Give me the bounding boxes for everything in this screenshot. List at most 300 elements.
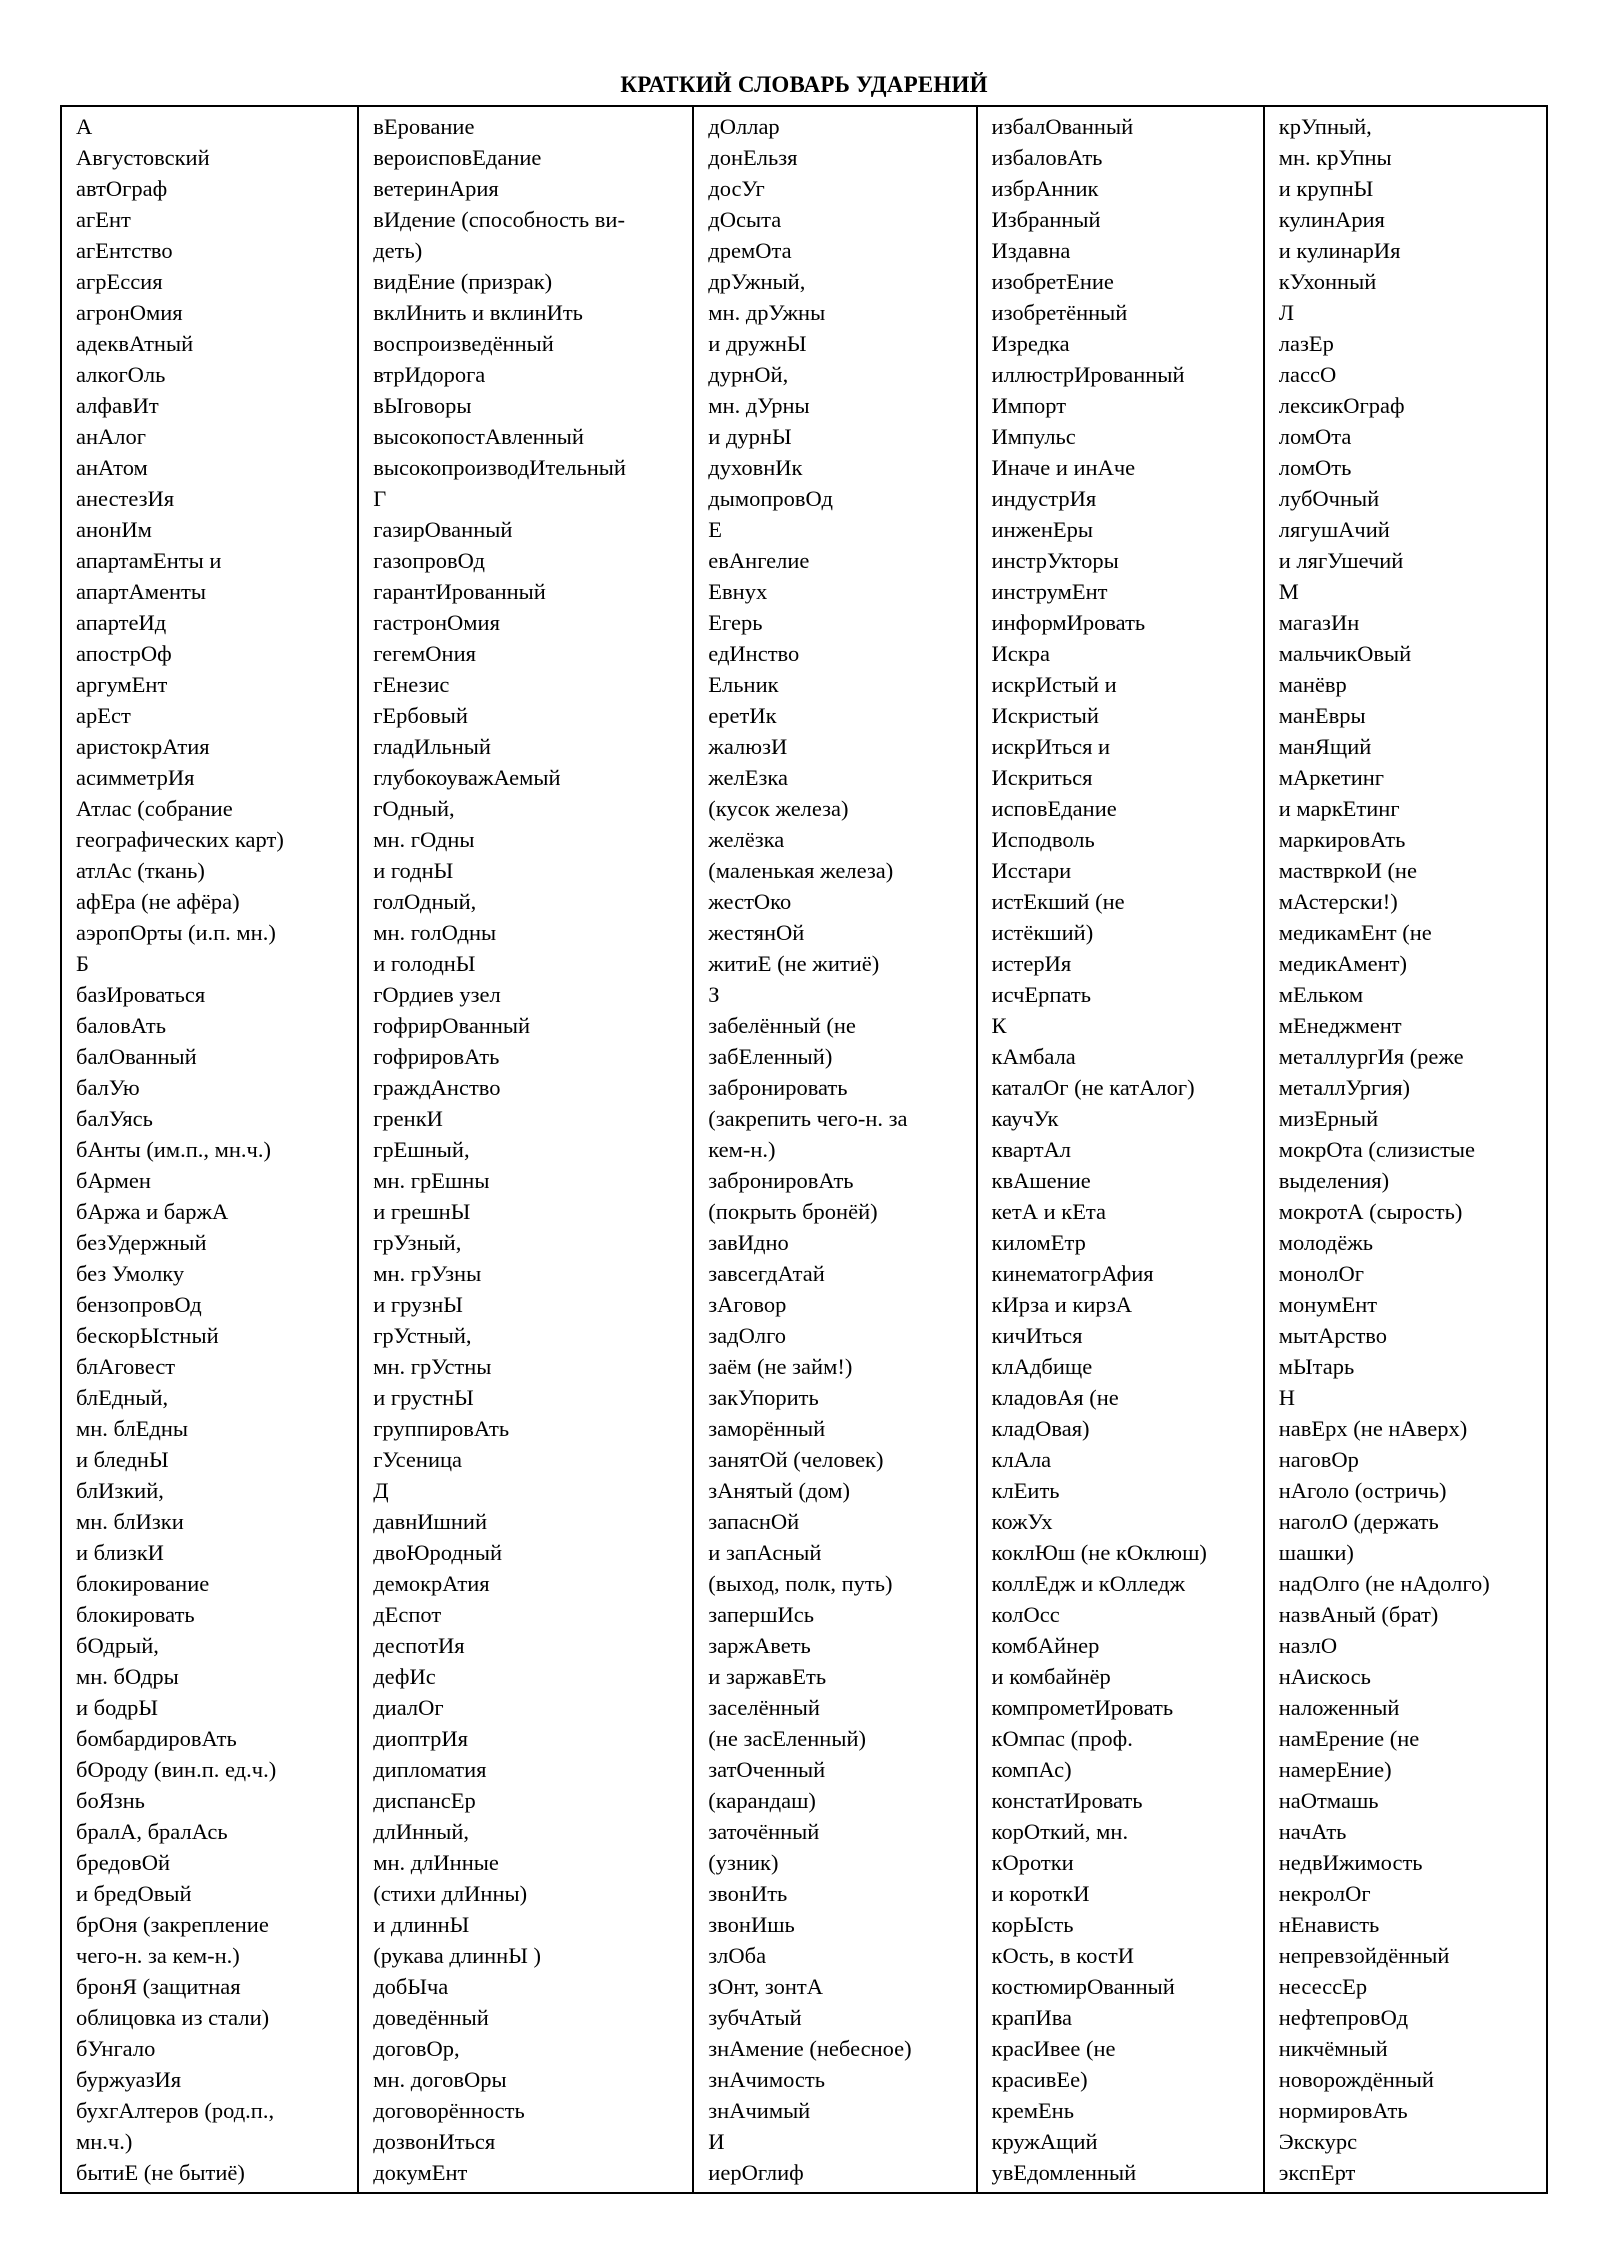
dictionary-entry-line: мЕнеджмент — [1278, 1013, 1402, 1038]
dictionary-entry-line: зОнт, зонтА — [708, 1974, 823, 1999]
dictionary-entry-line: и грешнЫ — [373, 1199, 471, 1224]
dictionary-entry-line: духовнИк — [708, 455, 803, 480]
dictionary-entry-line: маствркоИ (не — [1278, 858, 1417, 883]
dictionary-entry-line: кетА и кЕта — [991, 1199, 1107, 1224]
dictionary-entry-line: магазИн — [1278, 610, 1360, 635]
dictionary-entry-line: индустрИя — [991, 486, 1097, 511]
dictionary-entry-line: анестезИя — [76, 486, 175, 511]
dictionary-entry-line: занятОй (человек) — [708, 1447, 884, 1472]
dictionary-entry-line: костюмирОванный — [991, 1974, 1175, 1999]
dictionary-entry-line: дремОта — [708, 238, 792, 263]
dictionary-entry-line: апартАменты — [76, 579, 206, 604]
dictionary-entry-line: аристокрАтия — [76, 734, 210, 759]
dictionary-entry-line: мн. гОдны — [373, 827, 475, 852]
dictionary-entry-line: балУясь — [76, 1106, 153, 1131]
dictionary-entry-line: добЫча — [373, 1974, 449, 1999]
dictionary-entry-line: шашки) — [1278, 1540, 1354, 1565]
dictionary-entry-line: наложенный — [1278, 1695, 1400, 1720]
dictionary-entry-line: лассО — [1278, 362, 1337, 387]
dictionary-entry-line: монолОг — [1278, 1261, 1364, 1286]
dictionary-entry-line: и голоднЫ — [373, 951, 476, 976]
dictionary-entry-line: дОсыта — [708, 207, 782, 232]
dictionary-entry-line: дЕспот — [373, 1602, 442, 1627]
dictionary-entry-line: клЕить — [991, 1478, 1060, 1503]
dictionary-entry-line: анонИм — [76, 517, 152, 542]
dictionary-entry-line: мАстерски!) — [1278, 889, 1398, 914]
dictionary-entry-line: базИроваться — [76, 982, 206, 1007]
dictionary-entry-line: гренкИ — [373, 1106, 443, 1131]
dictionary-entry-line: навЕрх (не нАверх) — [1278, 1416, 1468, 1441]
dictionary-entry-line: А — [76, 114, 93, 139]
dictionary-entry-line: аргумЕнт — [76, 672, 168, 697]
dictionary-entry-line: и близкИ — [76, 1540, 164, 1565]
dictionary-entry-line: металлУргия) — [1278, 1075, 1411, 1100]
dictionary-entry-line: Избранный — [991, 207, 1101, 232]
dictionary-entry-line: намЕрение (не — [1278, 1726, 1420, 1751]
dictionary-entry-line: гастронОмия — [373, 610, 500, 635]
dictionary-entry-line: Иначе и инАче — [991, 455, 1136, 480]
dictionary-entry-line: бУнгало — [76, 2036, 156, 2061]
dictionary-entry-line: закУпорить — [708, 1385, 819, 1410]
dictionary-entry-line: инстрУкторы — [991, 548, 1119, 573]
dictionary-entry-line: длИнный, — [373, 1819, 469, 1844]
dictionary-entry-line: мЕльком — [1278, 982, 1364, 1007]
dictionary-entry-line: нормировАть — [1278, 2098, 1408, 2123]
dictionary-entry-line: нефтепровОд — [1278, 2005, 1409, 2030]
dictionary-entry-line: кинематогрАфия — [991, 1261, 1154, 1286]
dictionary-entry-line: глубокоуважАемый — [373, 765, 561, 790]
dictionary-entry-line: бАрмен — [76, 1168, 151, 1193]
dictionary-entry-line: блокировать — [76, 1602, 195, 1627]
dictionary-entry-line: мн. крУпны — [1278, 145, 1392, 170]
dictionary-entry-line: запершИсь — [708, 1602, 814, 1627]
dictionary-entry-line: крапИва — [991, 2005, 1073, 2030]
dictionary-entry-line: кУхонный — [1278, 269, 1377, 294]
dictionary-entry-line: грУзный, — [373, 1230, 462, 1255]
dictionary-entry-line: балОванный — [76, 1044, 197, 1069]
dictionary-entry-line: гОдный, — [373, 796, 455, 821]
dictionary-entry-line: апартамЕнты и — [76, 548, 222, 573]
dictionary-entry-line: и бредОвый — [76, 1881, 192, 1906]
dictionary-entry-line: квартАл — [991, 1137, 1072, 1162]
dictionary-entry-line: лазЕр — [1278, 331, 1334, 356]
dictionary-entry-line: Евнух — [708, 579, 768, 604]
dictionary-entry-line: (кусок железа) — [708, 796, 849, 821]
dictionary-entry-line: бомбардировАть — [76, 1726, 237, 1751]
dictionary-entry-line: лубОчный — [1278, 486, 1380, 511]
dictionary-entry-line: изобретённый — [991, 300, 1128, 325]
dictionary-entry-line: и дурнЫ — [708, 424, 792, 449]
dictionary-entry-line: кем-н.) — [708, 1137, 776, 1162]
dictionary-entry-line: Экскурс — [1278, 2129, 1358, 2154]
dictionary-entry-line: (закрепить чего-н. за — [708, 1106, 908, 1131]
dictionary-entry-line: гофрировАть — [373, 1044, 500, 1069]
dictionary-entry-line: Изредка — [991, 331, 1070, 356]
dictionary-entry-line: маркировАть — [1278, 827, 1406, 852]
dictionary-entry-line: забелённый (не — [708, 1013, 856, 1038]
dictionary-entry-line: анАтом — [76, 455, 148, 480]
dictionary-entry-line: бухгАлтеров (род.п., — [76, 2098, 275, 2123]
dictionary-entry-line: назвАный (брат) — [1278, 1602, 1439, 1627]
dictionary-entry-line: избалОванный — [991, 114, 1134, 139]
dictionary-entry-line: новорождённый — [1278, 2067, 1434, 2092]
dictionary-entry-line: воспроизведённый — [373, 331, 554, 356]
dictionary-entry-line: афЕра (не афёра) — [76, 889, 240, 914]
dictionary-entry-line: истёкший) — [991, 920, 1094, 945]
dictionary-entry-line: высокопроизводИтельный — [373, 455, 626, 480]
dictionary-entry-line: кАмбала — [991, 1044, 1076, 1069]
dictionary-entry-line: дрУжный, — [708, 269, 806, 294]
dictionary-entry-line: затОченный — [708, 1757, 826, 1782]
dictionary-entry-line: иерОглиф — [708, 2160, 804, 2185]
dictionary-entry-line: знАчимый — [708, 2098, 811, 2123]
dictionary-entry-line: демокрАтия — [373, 1571, 490, 1596]
dictionary-entry-line: наОтмашь — [1278, 1788, 1379, 1813]
dictionary-entry-line: злОба — [708, 1943, 767, 1968]
dictionary-table — [60, 105, 1548, 2194]
dictionary-entry-line: и комбайнёр — [991, 1664, 1111, 1689]
dictionary-entry-line: забЕленный) — [708, 1044, 833, 1069]
dictionary-entry-line: географических карт) — [76, 827, 284, 852]
dictionary-entry-line: мн. длИнные — [373, 1850, 499, 1875]
dictionary-entry-line: и крупнЫ — [1278, 176, 1374, 201]
dictionary-entry-line: блИзкий, — [76, 1478, 164, 1503]
dictionary-entry-line: балУю — [76, 1075, 140, 1100]
dictionary-entry-line: брОня (закрепление — [76, 1912, 269, 1937]
dictionary-entry-line: блЕдный, — [76, 1385, 169, 1410]
dictionary-entry-line: назлО — [1278, 1633, 1338, 1658]
dictionary-entry-line: евАнгелие — [708, 548, 810, 573]
dictionary-entry-line: медикамЕнт (не — [1278, 920, 1432, 945]
dictionary-entry-line: и дружнЫ — [708, 331, 807, 356]
dictionary-entry-line: начАть — [1278, 1819, 1347, 1844]
dictionary-entry-line: металлургИя (реже — [1278, 1044, 1464, 1069]
dictionary-entry-line: инструмЕнт — [991, 579, 1108, 604]
dictionary-entry-line: анАлог — [76, 424, 146, 449]
dictionary-entry-line: двоЮродный — [373, 1540, 502, 1565]
dictionary-entry-line: заморённый — [708, 1416, 826, 1441]
dictionary-entry-line: надОлго (не нАдолго) — [1278, 1571, 1490, 1596]
dictionary-entry-line: дозвонИться — [373, 2129, 496, 2154]
dictionary-entry-line: Исподволь — [991, 827, 1095, 852]
dictionary-column-3 — [692, 107, 975, 2192]
dictionary-entry-line: намерЕние) — [1278, 1757, 1392, 1782]
dictionary-entry-line: мн. грУстны — [373, 1354, 492, 1379]
dictionary-entry-line: Издавна — [991, 238, 1071, 263]
dictionary-entry-line: клАла — [991, 1447, 1052, 1472]
dictionary-entry-line: грЕшный, — [373, 1137, 470, 1162]
dictionary-entry-line: кичИться — [991, 1323, 1083, 1348]
dictionary-entry-line: агЕнтство — [76, 238, 173, 263]
dictionary-entry-line: и короткИ — [991, 1881, 1090, 1906]
dictionary-entry-line: бАржа и баржА — [76, 1199, 229, 1224]
dictionary-entry-line: избаловАть — [991, 145, 1103, 170]
dictionary-entry-line: звонИть — [708, 1881, 788, 1906]
dictionary-entry-line: коллЕдж и кОлледж — [991, 1571, 1186, 1596]
dictionary-entry-line: мокротА (сырость) — [1278, 1199, 1463, 1224]
dictionary-entry-line: гУсеница — [373, 1447, 463, 1472]
dictionary-entry-line: инженЕры — [991, 517, 1094, 542]
dictionary-entry-line: агрЕссия — [76, 269, 163, 294]
dictionary-entry-line: молодёжь — [1278, 1230, 1374, 1255]
dictionary-entry-line: мн. дУрны — [708, 393, 810, 418]
dictionary-entry-line: жалюзИ — [708, 734, 788, 759]
dictionary-entry-line: экспЕрт — [1278, 2160, 1356, 2185]
dictionary-entry-line: безУдержный — [76, 1230, 207, 1255]
dictionary-entry-line: дефИс — [373, 1664, 436, 1689]
dictionary-entry-line: блокирование — [76, 1571, 210, 1596]
dictionary-entry-line: мн. голОдны — [373, 920, 497, 945]
dictionary-entry-line: мизЕрный — [1278, 1106, 1379, 1131]
dictionary-entry-line: корЫсть — [991, 1912, 1074, 1937]
dictionary-entry-line: красИвее (не — [991, 2036, 1116, 2061]
dictionary-entry-line: М — [1278, 579, 1299, 604]
dictionary-entry-line: З — [708, 982, 720, 1007]
dictionary-entry-line: каталОг (не катАлог) — [991, 1075, 1195, 1100]
dictionary-entry-line: несессЕр — [1278, 1974, 1368, 1999]
dictionary-entry-line: коклЮш (не кОклюш) — [991, 1540, 1207, 1565]
dictionary-entry-line: звонИшь — [708, 1912, 795, 1937]
dictionary-entry-line: наговОр — [1278, 1447, 1359, 1472]
dictionary-entry-line: медикАмент) — [1278, 951, 1407, 976]
dictionary-entry-line: гарантИрованный — [373, 579, 546, 604]
dictionary-entry-line: дымопровОд — [708, 486, 833, 511]
dictionary-entry-line: дурнОй, — [708, 362, 789, 387]
dictionary-entry-line: группировАть — [373, 1416, 510, 1441]
dictionary-entry-line: (карандаш) — [708, 1788, 816, 1813]
dictionary-entry-line: и запАсный — [708, 1540, 822, 1565]
dictionary-entry-line: нАискось — [1278, 1664, 1371, 1689]
dictionary-entry-line: Д — [373, 1478, 389, 1503]
dictionary-entry-line: адеквАтный — [76, 331, 194, 356]
dictionary-entry-line: блАговест — [76, 1354, 176, 1379]
dictionary-entry-line: аэропОрты (и.п. мн.) — [76, 920, 276, 945]
dictionary-entry-line: деть) — [373, 238, 423, 263]
dictionary-entry-line: (маленькая железа) — [708, 858, 894, 883]
dictionary-entry-line: желёзка — [708, 827, 785, 852]
dictionary-entry-line: граждАнство — [373, 1075, 501, 1100]
dictionary-entry-line: и бледнЫ — [76, 1447, 169, 1472]
dictionary-entry-line: (выход, полк, путь) — [708, 1571, 893, 1596]
dictionary-entry-line: боЯзнь — [76, 1788, 145, 1813]
dictionary-entry-line: еретИк — [708, 703, 777, 728]
dictionary-entry-line: дипломатия — [373, 1757, 487, 1782]
dictionary-entry-line: констатИровать — [991, 1788, 1143, 1813]
dictionary-entry-line: диоптрИя — [373, 1726, 468, 1751]
dictionary-entry-line: облицовка из стали) — [76, 2005, 270, 2030]
dictionary-entry-line: Августовский — [76, 145, 210, 170]
dictionary-entry-line: и бодрЫ — [76, 1695, 159, 1720]
dictionary-entry-line: автОграф — [76, 176, 168, 201]
dictionary-entry-line: крУпный, — [1278, 114, 1372, 139]
dictionary-entry-line: и длиннЫ — [373, 1912, 470, 1937]
dictionary-entry-line: мн. грУзны — [373, 1261, 482, 1286]
dictionary-entry-line: мальчикОвый — [1278, 641, 1412, 666]
dictionary-entry-line: клАдбище — [991, 1354, 1093, 1379]
dictionary-entry-line: желЕзка — [708, 765, 788, 790]
dictionary-entry-line: мн. грЕшны — [373, 1168, 490, 1193]
dictionary-entry-line: договОр, — [373, 2036, 460, 2061]
dictionary-column-1 — [62, 107, 357, 2192]
dictionary-entry-line: Импульс — [991, 424, 1076, 449]
dictionary-entry-line: знАчимость — [708, 2067, 825, 2092]
dictionary-entry-line: едИнство — [708, 641, 800, 666]
dictionary-entry-line: заточённый — [708, 1819, 820, 1844]
dictionary-entry-line: втрИдорога — [373, 362, 486, 387]
dictionary-entry-line: кОмпас (проф. — [991, 1726, 1133, 1751]
dictionary-entry-line: квАшение — [991, 1168, 1091, 1193]
dictionary-entry-line: деспотИя — [373, 1633, 465, 1658]
dictionary-entry-line: договорённость — [373, 2098, 525, 2123]
dictionary-entry-line: искрИться и — [991, 734, 1111, 759]
dictionary-entry-line: бралА, бралАсь — [76, 1819, 228, 1844]
dictionary-entry-line: алкогОль — [76, 362, 166, 387]
dictionary-entry-line: Искристый — [991, 703, 1099, 728]
dictionary-entry-line: комбАйнер — [991, 1633, 1100, 1658]
dictionary-entry-line: И — [708, 2129, 725, 2154]
dictionary-entry-line: алфавИт — [76, 393, 159, 418]
dictionary-entry-line: (не засЕленный) — [708, 1726, 866, 1751]
dictionary-entry-line: вИдение (способность ви- — [373, 207, 625, 232]
dictionary-entry-line: Ельник — [708, 672, 779, 697]
dictionary-entry-line: жестОко — [708, 889, 792, 914]
dictionary-entry-line: мн. блЕдны — [76, 1416, 188, 1441]
dictionary-entry-line: и лягУшечий — [1278, 548, 1404, 573]
dictionary-entry-line: досУг — [708, 176, 765, 201]
dictionary-entry-line: киломЕтр — [991, 1230, 1086, 1255]
dictionary-entry-line: дОллар — [708, 114, 780, 139]
dictionary-entry-line: мн. блИзки — [76, 1509, 184, 1534]
dictionary-entry-line: гегемОния — [373, 641, 476, 666]
dictionary-column-4 — [976, 107, 1263, 2192]
dictionary-entry-line: Г — [373, 486, 387, 511]
dictionary-entry-line: и годнЫ — [373, 858, 454, 883]
dictionary-entry-line: кружАщий — [991, 2129, 1098, 2154]
dictionary-entry-line: искрИстый и — [991, 672, 1117, 697]
dictionary-entry-line: изобретЕние — [991, 269, 1114, 294]
dictionary-entry-line: агронОмия — [76, 300, 183, 325]
dictionary-entry-line: компрометИровать — [991, 1695, 1174, 1720]
dictionary-entry-line: видЕние (призрак) — [373, 269, 553, 294]
dictionary-entry-line: апартеИд — [76, 610, 167, 635]
dictionary-entry-line: ломОта — [1278, 424, 1352, 449]
dictionary-entry-line: Е — [708, 517, 723, 542]
dictionary-entry-line: исчЕрпать — [991, 982, 1091, 1007]
dictionary-entry-line: манЯщий — [1278, 734, 1372, 759]
dictionary-entry-line: высокопостАвленный — [373, 424, 584, 449]
dictionary-entry-line: забронировАть — [708, 1168, 854, 1193]
dictionary-entry-line: нЕнависть — [1278, 1912, 1380, 1937]
dictionary-entry-line: наголО (держать — [1278, 1509, 1439, 1534]
dictionary-entry-line: кулинАрия — [1278, 207, 1385, 232]
dictionary-entry-line: Исстари — [991, 858, 1072, 883]
dictionary-entry-line: мЫтарь — [1278, 1354, 1355, 1379]
dictionary-entry-line: (стихи длИнны) — [373, 1881, 528, 1906]
dictionary-entry-line: и грузнЫ — [373, 1292, 463, 1317]
dictionary-entry-line: бронЯ (защитная — [76, 1974, 241, 1999]
dictionary-entry-line: вЫговоры — [373, 393, 472, 418]
dictionary-entry-line: гладИльный — [373, 734, 491, 759]
dictionary-entry-line: колОсс — [991, 1602, 1060, 1627]
dictionary-entry-line: чего-н. за кем-н.) — [76, 1943, 240, 1968]
dictionary-entry-line: информИровать — [991, 610, 1146, 635]
dictionary-entry-line: непревзойдённый — [1278, 1943, 1450, 1968]
dictionary-entry-line: докумЕнт — [373, 2160, 468, 2185]
dictionary-entry-line: манЕвры — [1278, 703, 1366, 728]
dictionary-entry-line: доведённый — [373, 2005, 489, 2030]
dictionary-entry-line: лексикОграф — [1278, 393, 1405, 418]
dictionary-entry-line: Б — [76, 951, 89, 976]
dictionary-entry-line: бАнты (им.п., мн.ч.) — [76, 1137, 271, 1162]
dictionary-entry-line: избрАнник — [991, 176, 1099, 201]
dictionary-entry-line: бОдрый, — [76, 1633, 159, 1658]
dictionary-entry-line: Импорт — [991, 393, 1067, 418]
dictionary-entry-line: Искра — [991, 641, 1050, 666]
dictionary-entry-line: кладовАя (не — [991, 1385, 1119, 1410]
dictionary-entry-line: донЕльзя — [708, 145, 798, 170]
dictionary-entry-line: кладОвая) — [991, 1416, 1090, 1441]
dictionary-entry-line: лягушАчий — [1278, 517, 1390, 542]
dictionary-entry-line: исповЕдание — [991, 796, 1117, 821]
dictionary-entry-line: мн. договОры — [373, 2067, 507, 2092]
dictionary-entry-line: истерИя — [991, 951, 1072, 976]
dictionary-entry-line: гОрдиев узел — [373, 982, 501, 1007]
dictionary-column-2 — [357, 107, 692, 2192]
dictionary-entry-line: красивЕе) — [991, 2067, 1088, 2092]
dictionary-entry-line: ветеринАрия — [373, 176, 499, 201]
dictionary-entry-line: кОротки — [991, 1850, 1074, 1875]
dictionary-entry-line: К — [991, 1013, 1007, 1038]
dictionary-entry-line: мытАрство — [1278, 1323, 1387, 1348]
dictionary-entry-line: некролОг — [1278, 1881, 1371, 1906]
dictionary-entry-line: знАмение (небесное) — [708, 2036, 912, 2061]
dictionary-entry-line: и грустнЫ — [373, 1385, 474, 1410]
dictionary-entry-line: компАс) — [991, 1757, 1072, 1782]
dictionary-entry-line: заржАветь — [708, 1633, 811, 1658]
dictionary-entry-line: Н — [1278, 1385, 1296, 1410]
dictionary-entry-line: мн. дрУжны — [708, 300, 826, 325]
dictionary-entry-line: бредовОй — [76, 1850, 170, 1875]
dictionary-entry-line: кОсть, в костИ — [991, 1943, 1134, 1968]
dictionary-entry-line: буржуазИя — [76, 2067, 182, 2092]
dictionary-entry-line: бескорЫстный — [76, 1323, 219, 1348]
document-title: КРАТКИЙ СЛОВАРЬ УДАРЕНИЙ — [620, 72, 988, 97]
dictionary-entry-line: гофрирОванный — [373, 1013, 531, 1038]
dictionary-entry-line: бытиЕ (не бытиё) — [76, 2160, 245, 2185]
dictionary-entry-line: каучУк — [991, 1106, 1059, 1131]
dictionary-entry-line: вЕрование — [373, 114, 475, 139]
dictionary-entry-line: гЕрбовый — [373, 703, 468, 728]
dictionary-entry-line: арЕст — [76, 703, 131, 728]
dictionary-entry-line: завИдно — [708, 1230, 789, 1255]
dictionary-entry-line: газопровОд — [373, 548, 485, 573]
dictionary-entry-line: апострОф — [76, 641, 172, 666]
dictionary-entry-line: без Умолку — [76, 1261, 185, 1286]
dictionary-entry-line: корОткий, мн. — [991, 1819, 1129, 1844]
dictionary-entry-line: Л — [1278, 300, 1295, 325]
dictionary-entry-line: ломОть — [1278, 455, 1352, 480]
dictionary-entry-line: асимметрИя — [76, 765, 195, 790]
dictionary-entry-line: (рукава длиннЫ ) — [373, 1943, 541, 1968]
dictionary-entry-line: атлАс (ткань) — [76, 858, 205, 883]
dictionary-entry-line: давнИшний — [373, 1509, 487, 1534]
dictionary-entry-line: заселённый — [708, 1695, 820, 1720]
dictionary-entry-line: забронировать — [708, 1075, 848, 1100]
dictionary-entry-line: зубчАтый — [708, 2005, 802, 2030]
dictionary-entry-line: жестянОй — [708, 920, 805, 945]
dictionary-entry-line: мн.ч.) — [76, 2129, 133, 2154]
dictionary-entry-line: кИрза и кирзА — [991, 1292, 1133, 1317]
